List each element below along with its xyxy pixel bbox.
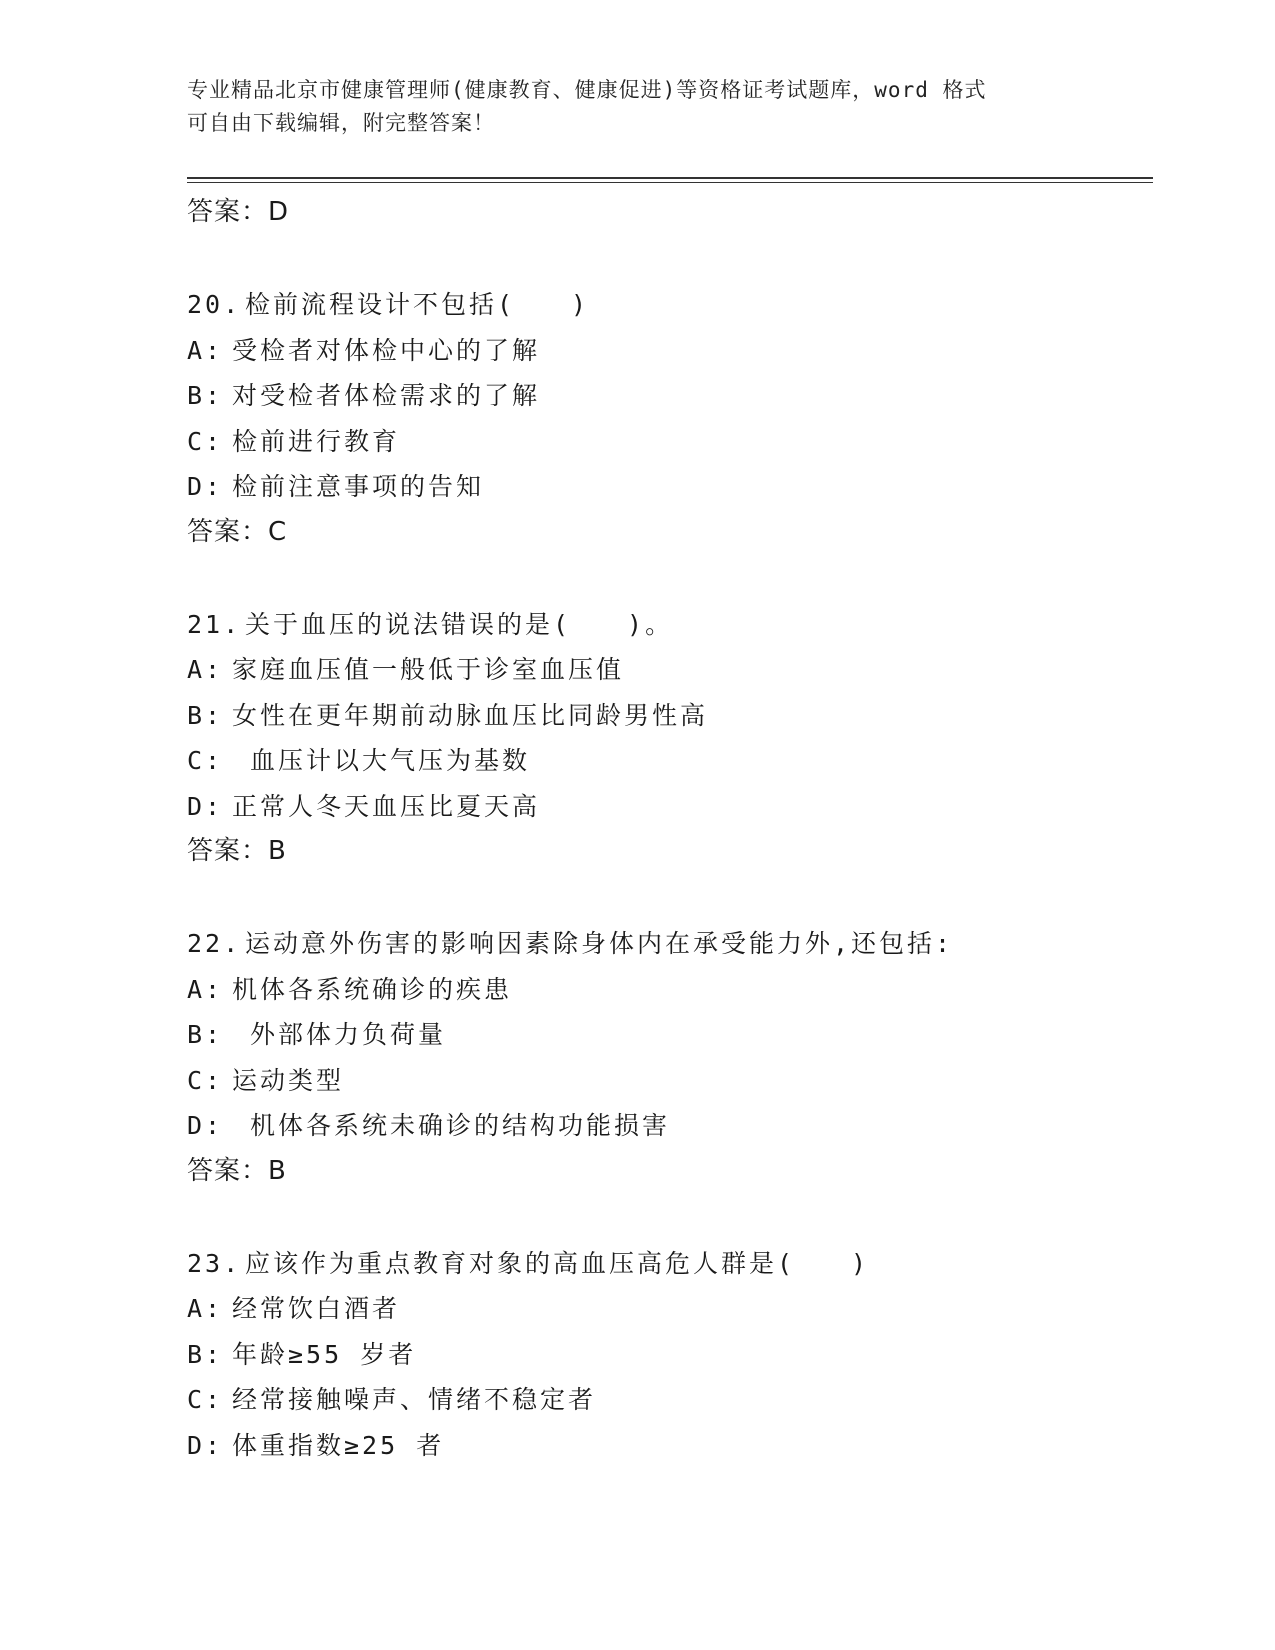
option-label: C:: [187, 746, 224, 775]
option-text: 机体各系统未确诊的结构功能损害: [232, 1111, 671, 1140]
spacer: [187, 873, 1147, 921]
spacer: [187, 554, 1147, 602]
option-text: 外部体力负荷量: [232, 1020, 447, 1049]
option-label: A:: [187, 335, 224, 365]
header-line-1: 专业精品北京市健康管理师(健康教育、健康促进)等资格证考试题库，word 格式: [187, 78, 987, 102]
question-number: 22.: [187, 929, 242, 958]
option-a: [187, 967, 1147, 1013]
option-text: 受检者对体检中心的了解: [232, 335, 541, 365]
question-text: 检前流程设计不包括( ): [245, 290, 590, 319]
question-number: 20.: [187, 290, 242, 319]
answer-prefix: 答案：: [187, 1155, 269, 1186]
spacer: [187, 1193, 1147, 1241]
option-label: B:: [187, 1020, 224, 1049]
answer-prefix: 答案：: [187, 836, 269, 866]
spacer: [187, 234, 1147, 282]
header-divider-thick: [187, 177, 1153, 179]
option-text: 血压计以大气压为基数: [232, 746, 531, 775]
option-text: 年龄≥55 岁者: [232, 1339, 417, 1369]
question-number: 21.: [187, 609, 242, 639]
option-text: 运动类型: [232, 1065, 345, 1095]
question-stem: [187, 1241, 1147, 1287]
option-label: B:: [187, 700, 224, 730]
option-b: [187, 1332, 1147, 1378]
option-d: [187, 464, 1147, 510]
answer-value: B: [268, 1155, 287, 1186]
option-b: [187, 373, 1147, 419]
document-header: [187, 74, 1067, 140]
option-text: 机体各系统确诊的疾患: [232, 974, 513, 1004]
answer-line: [187, 190, 1147, 234]
option-text: 检前注意事项的告知: [232, 472, 485, 501]
option-d: [187, 784, 1147, 830]
option-text: 正常人冬天血压比夏天高: [232, 791, 541, 821]
option-label: C:: [187, 1065, 224, 1095]
option-c: [187, 1058, 1147, 1104]
option-label: C:: [187, 1385, 224, 1414]
option-d: [187, 1103, 1147, 1149]
option-label: D:: [187, 791, 224, 821]
option-label: B:: [187, 381, 224, 410]
option-c: [187, 738, 1147, 784]
option-text: 检前进行教育: [232, 426, 401, 456]
answer-value: D: [268, 197, 290, 227]
question-number: 23.: [187, 1248, 242, 1278]
answer-prefix: 答案：: [187, 516, 269, 547]
header-divider-thin: [187, 182, 1153, 183]
answer-line: [187, 510, 1147, 554]
question-stem: [187, 921, 1147, 967]
option-label: A:: [187, 974, 224, 1004]
question-list: [187, 190, 1147, 1468]
option-label: C:: [187, 426, 224, 456]
answer-value: B: [268, 836, 287, 866]
option-label: D:: [187, 1430, 224, 1460]
option-label: A:: [187, 655, 224, 684]
option-c: [187, 1377, 1147, 1423]
option-b: [187, 693, 1147, 739]
question-stem: [187, 602, 1147, 648]
option-text: 女性在更年期前动脉血压比同龄男性高: [232, 700, 709, 730]
answer-value: C: [268, 516, 288, 547]
option-label: B:: [187, 1339, 224, 1369]
option-text: 家庭血压值一般低于诊室血压值: [232, 655, 625, 684]
answer-line: [187, 1149, 1147, 1193]
question-text: 应该作为重点教育对象的高血压高危人群是( ): [245, 1248, 870, 1278]
option-text: 体重指数≥25 者: [232, 1430, 445, 1460]
option-label: A:: [187, 1294, 224, 1323]
option-b: [187, 1012, 1147, 1058]
option-c: [187, 419, 1147, 465]
answer-line: [187, 829, 1147, 873]
option-a: [187, 1286, 1147, 1332]
question-stem: [187, 282, 1147, 328]
option-a: [187, 647, 1147, 693]
question-text: 运动意外伤害的影响因素除身体内在承受能力外,还包括:: [245, 929, 954, 958]
header-line-2: 可自由下载编辑，附完整答案！: [187, 111, 495, 135]
option-a: [187, 328, 1147, 374]
option-text: 经常接触噪声、情绪不稳定者: [232, 1385, 597, 1414]
option-text: 对受检者体检需求的了解: [232, 381, 541, 410]
option-text: 经常饮白酒者: [232, 1294, 401, 1323]
option-label: D:: [187, 472, 224, 501]
option-d: [187, 1423, 1147, 1469]
answer-prefix: 答案：: [187, 197, 269, 227]
option-label: D:: [187, 1111, 224, 1140]
question-text: 关于血压的说法错误的是( )。: [245, 609, 674, 639]
